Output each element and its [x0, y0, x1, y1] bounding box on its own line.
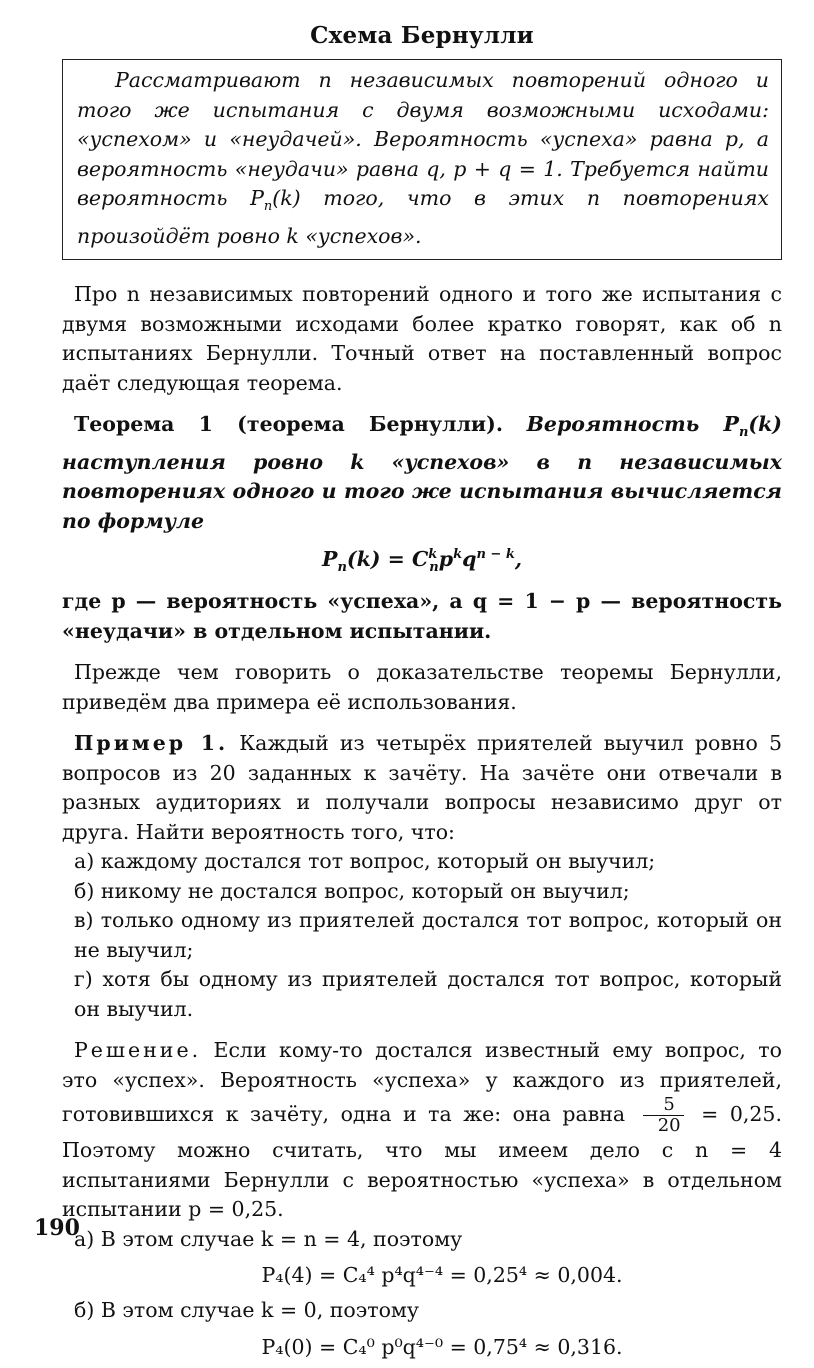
example-item-c: в) только одному из приятелей достался тот вопрос, который он не выучил; [74, 908, 782, 962]
solution-paragraph: Решение. Если кому-то достался известный ему вопрос, то это «успех». Вероятность «успеха» у каждого из приятелей, готовившихся к зачёту, одна и та же: она равна $\frac{5}{20}$ = 0,25. Поэтому можно считать, что мы имеем дело с n = 4 испытаниями Бернулли с вероятностью «успеха» в отдельном испытании p = 0,25. [62, 1038, 782, 1222]
solution-label: Решение. [74, 1038, 202, 1063]
example-text: Каждый из четырёх приятелей выучил ровно 5 вопросов из 20 заданных к зачёту. На зачёте они отвечали в разных аудиториях и получали вопросы независимо друг от друга. Найти вероятность того, что: [62, 731, 782, 844]
solution-case-b: б) В этом случае k = 0, поэтому [74, 1298, 419, 1323]
page-number: 190 [34, 1215, 80, 1241]
problem-statement-box [62, 59, 782, 260]
intro-paragraph: Про n независимых повторений одного и того же испытания с двумя возможными исходами более кратко говорят, как об n испытаниях Бернулли. Точный ответ на поставленный вопрос даёт следующая теорема. [62, 282, 782, 395]
solution-case-a: а) В этом случае k = n = 4, поэтому [74, 1226, 463, 1251]
theorem-where: где p — вероятность «успеха», а q = 1 − p — вероятность «неудачи» в отдельном испытании. [62, 589, 782, 643]
before-proof-paragraph: Прежде чем говорить о доказательстве теоремы Бернулли, приведём два примера её использования. [62, 660, 782, 714]
example-paragraph [62, 729, 782, 847]
example-item-b: б) никому не достался вопрос, который он выучил; [74, 878, 630, 903]
formula-case-b: P₄(0) = C₄⁰ p⁰q⁴⁻⁰ = 0,75⁴ ≈ 0,316. [261, 1334, 623, 1359]
page-content [62, 22, 782, 1368]
example-item-a: а) каждому достался тот вопрос, который он выучил; [74, 849, 656, 874]
bernoulli-formula: $P_n(k) = C^k_np^kq^{n - k}$, [322, 547, 522, 576]
section-title: Схема Бернулли [310, 22, 534, 49]
theorem-body: Вероятность $P_n(k)$ наступления ровно k «успехов» в n независимых повторениях одного и того же испытания вычисляется по формуле [62, 412, 782, 533]
formula-case-a: P₄(4) = C₄⁴ p⁴q⁴⁻⁴ = 0,25⁴ ≈ 0,004. [261, 1263, 623, 1288]
example-item-d: г) хотя бы одному из приятелей достался тот вопрос, который он выучил. [74, 967, 782, 1021]
problem-statement-text: Рассматривают n независимых повторений одного и того же испытания с двумя возможными исходами: «успехом» и «неудачей». Вероятность «успеха» равна p, а вероятность «неудачи» равна q, p + q = 1. Требуется найти вероятность $P_n(k)$ того, что в этих n повторениях произойдёт ровно k «успехов». [77, 68, 769, 248]
theorem-paragraph [62, 410, 782, 536]
example-label: Пример 1. [74, 731, 229, 756]
theorem-label: Теорема 1 (теорема Бернулли). [74, 412, 503, 437]
fraction-5-20: $\frac{5}{20}$ [643, 1095, 684, 1136]
